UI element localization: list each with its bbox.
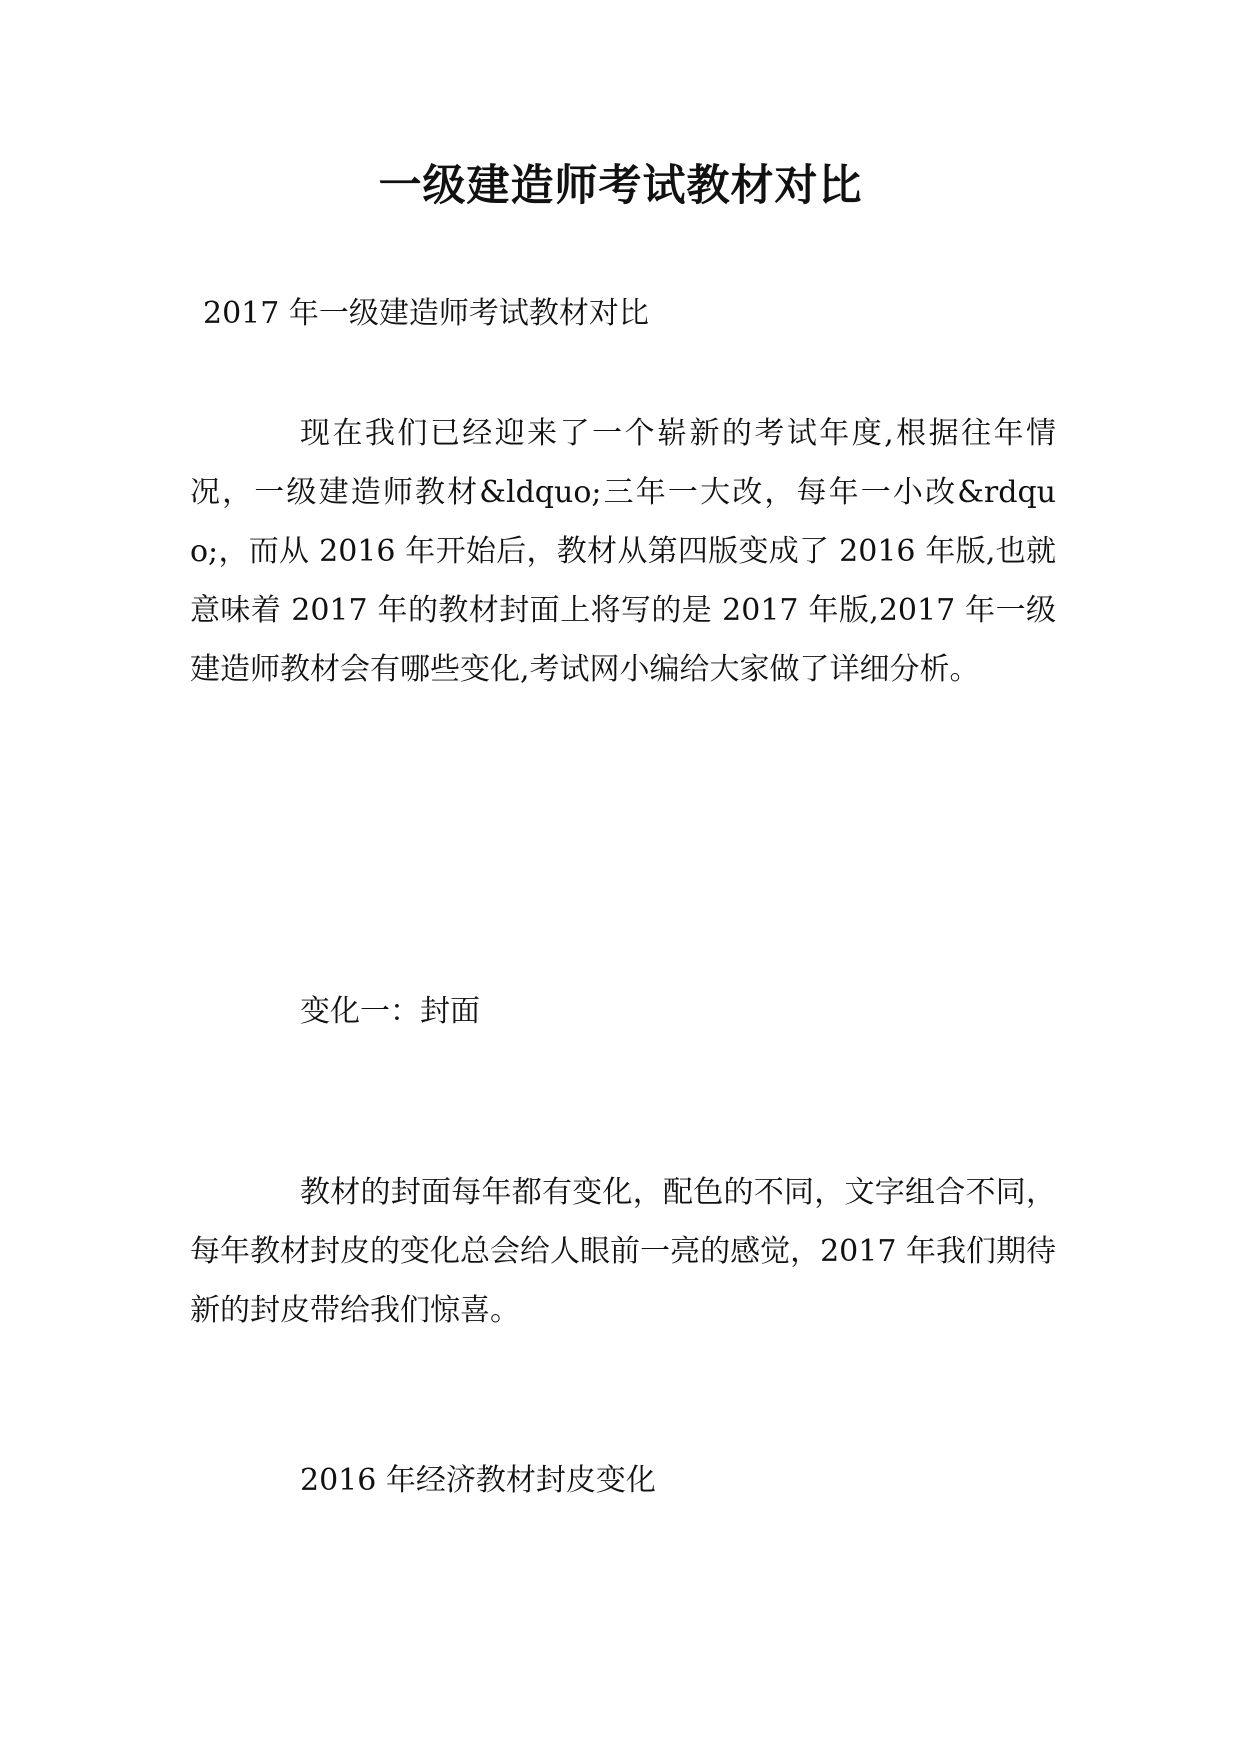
intro-paragraph: 现在我们已经迎来了一个崭新的考试年度,根据往年情况，一级建造师教材&ldquo;三年一大改，每年一小改&rdquo;，而从 2016 年开始后，教材从第四版变成了 2016 年版,也就意味着 2017 年的教材封面上将写的是 2017 年版,2017 年一级建造师教材会有哪些变化,考试网小编给大家做了详细分析。 [190,416,1056,687]
caption-2016-economics-cover: 2016 年经济教材封皮变化 [300,1463,656,1498]
section-heading-cover: 变化一：封面 [300,994,480,1029]
cover-paragraph: 教材的封面每年都有变化，配色的不同，文字组合不同，每年教材封皮的变化总会给人眼前一亮的感觉，2017 年我们期待新的封皮带给我们惊喜。 [190,1175,1056,1328]
document-title: 一级建造师考试教材对比 [378,161,863,211]
document-subtitle: 2017 年一级建造师考试教材对比 [203,296,649,331]
